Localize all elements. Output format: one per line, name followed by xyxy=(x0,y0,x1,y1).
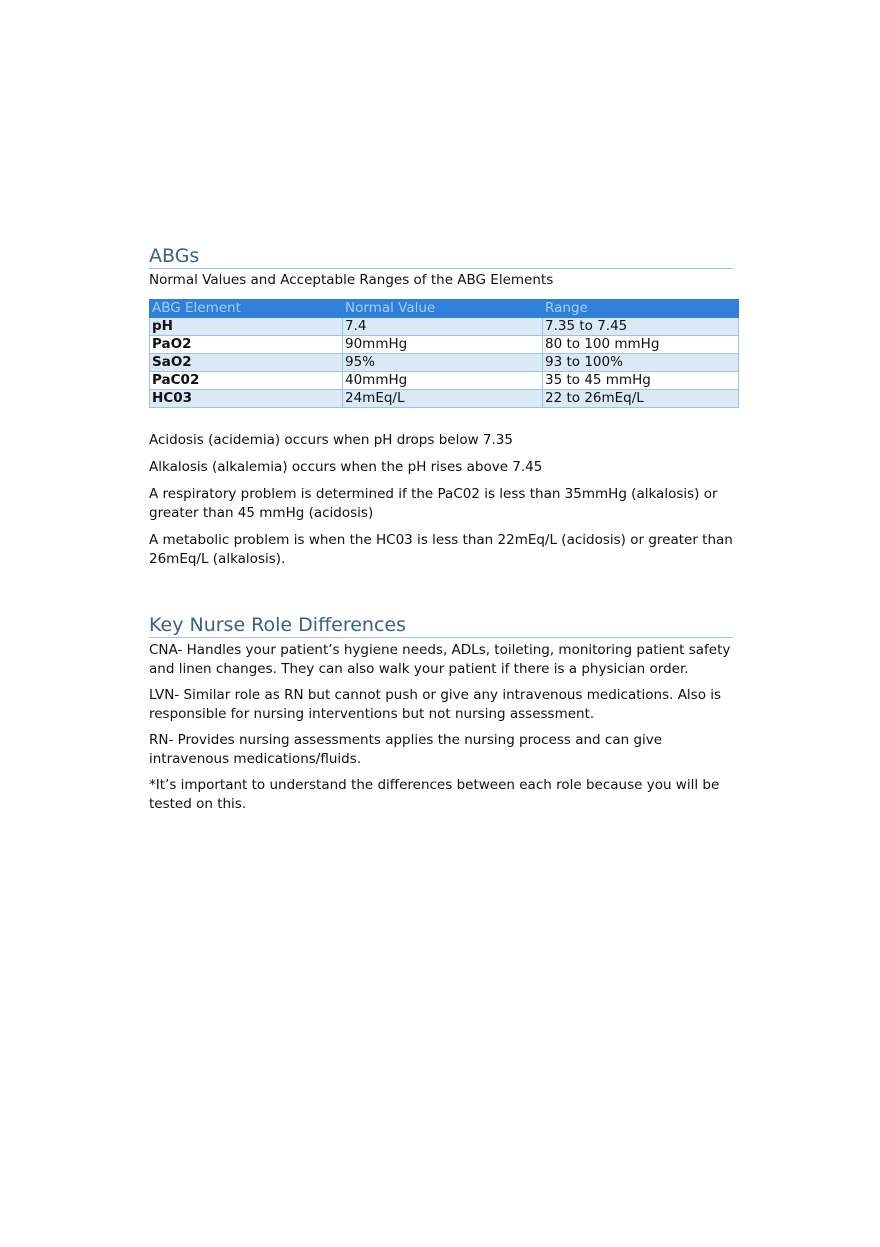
abg-element-cell: PaO2 xyxy=(150,336,343,354)
alkalosis-note: Alkalosis (alkalemia) occurs when the pH rises above 7.45 xyxy=(149,459,543,475)
document-page xyxy=(149,244,739,821)
range-cell: 93 to 100% xyxy=(543,354,739,372)
abg-table xyxy=(149,299,739,408)
header-abg-element: ABG Element xyxy=(150,300,343,318)
nurse-roles-heading: Key Nurse Role Differences xyxy=(149,613,733,638)
table-row xyxy=(150,372,739,390)
range-cell: 35 to 45 mmHg xyxy=(543,372,739,390)
range-cell: 80 to 100 mmHg xyxy=(543,336,739,354)
normal-value-cell: 7.4 xyxy=(343,318,543,336)
abgs-heading: ABGs xyxy=(149,244,733,269)
table-row xyxy=(150,318,739,336)
normal-value-cell: 95% xyxy=(343,354,543,372)
header-normal-value: Normal Value xyxy=(343,300,543,318)
abg-element-cell: PaC02 xyxy=(150,372,343,390)
acidosis-note: Acidosis (acidemia) occurs when pH drops below 7.35 xyxy=(149,432,513,448)
header-range: Range xyxy=(543,300,739,318)
abg-table-header-row xyxy=(150,300,739,318)
normal-value-cell: 40mmHg xyxy=(343,372,543,390)
abg-table-caption: Normal Values and Acceptable Ranges of the ABG Elements xyxy=(149,272,554,288)
cna-role: CNA- Handles your patient’s hygiene needs, ADLs, toileting, monitoring patient safety and linen changes. They can also walk your patient if there is a physician order. xyxy=(149,642,731,677)
normal-value-cell: 24mEq/L xyxy=(343,390,543,408)
normal-value-cell: 90mmHg xyxy=(343,336,543,354)
respiratory-note: A respiratory problem is determined if the PaC02 is less than 35mmHg (alkalosis) or greater than 45 mmHg (acidosis) xyxy=(149,486,718,521)
range-cell: 7.35 to 7.45 xyxy=(543,318,739,336)
table-row xyxy=(150,336,739,354)
range-cell: 22 to 26mEq/L xyxy=(543,390,739,408)
nurse-roles-section xyxy=(149,613,739,814)
abg-element-cell: HC03 xyxy=(150,390,343,408)
metabolic-note: A metabolic problem is when the HC03 is less than 22mEq/L (acidosis) or greater than 26mEq/L (alkalosis). xyxy=(149,532,733,567)
table-row xyxy=(150,354,739,372)
table-row xyxy=(150,390,739,408)
lvn-role: LVN- Similar role as RN but cannot push or give any intravenous medications. Also is responsible for nursing interventions but not nursing assessment. xyxy=(149,687,722,722)
rn-role: RN- Provides nursing assessments applies the nursing process and can give intravenous medications/fluids. xyxy=(149,732,663,767)
abg-element-cell: pH xyxy=(150,318,343,336)
abg-notes xyxy=(149,431,739,569)
exam-note: *It’s important to understand the differences between each role because you will be tested on this. xyxy=(149,777,720,812)
abg-element-cell: SaO2 xyxy=(150,354,343,372)
